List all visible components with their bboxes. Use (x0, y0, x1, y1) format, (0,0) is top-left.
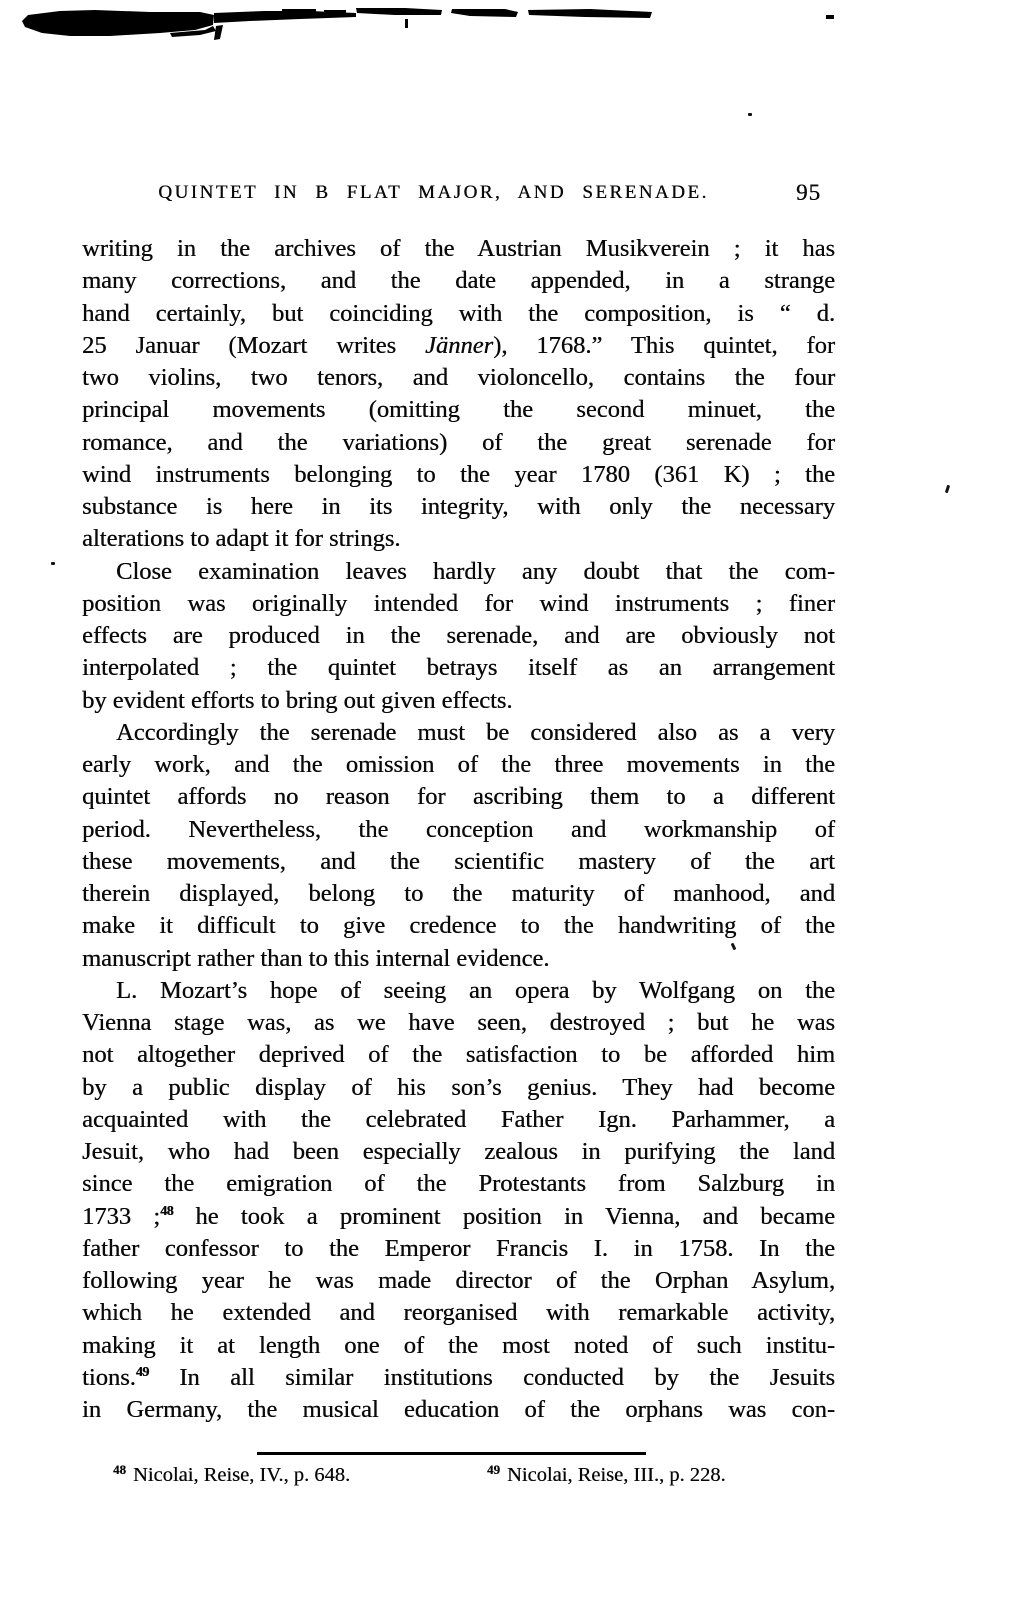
text-segment: father confessor to the Emperor Francis I. in 1758. In the (82, 1234, 835, 1262)
text-segment: Accordingly the serenade must be considered also as a very (116, 718, 835, 746)
footnotes (82, 1464, 835, 1498)
text-line (82, 1007, 835, 1039)
scan-speck (748, 113, 752, 116)
text-segment: not altogether deprived of the satisfaction to be afforded him (82, 1041, 835, 1069)
text-line (82, 652, 835, 684)
text-line (82, 1168, 835, 1200)
text-line (82, 846, 835, 878)
footnote-marker: 48 (113, 1462, 126, 1477)
text-line (82, 685, 835, 717)
text-line (82, 491, 835, 523)
text-line (82, 394, 835, 426)
text-line (82, 588, 835, 620)
text-line (82, 781, 835, 813)
text-line (82, 1201, 835, 1233)
text-segment: ), 1768.” This quintet, for (493, 331, 835, 359)
text-line (82, 1136, 835, 1168)
text-segment: interpolated ; the quintet betrays itself as an arrangement (82, 654, 835, 682)
text-line (82, 459, 835, 491)
text-segment: in Germany, the musical education of the orphans was con- (82, 1396, 835, 1423)
text-line (82, 1394, 835, 1426)
text-segment: position was originally intended for wind instruments ; finer (82, 589, 835, 617)
text-segment: L. Mozart’s hope of seeing an opera by Wolfgang on the (116, 976, 835, 1004)
text-segment: substance is here in its integrity, with only the necessary (82, 493, 835, 520)
footnote-49 (487, 1464, 726, 1487)
text-segment: two violins, two tenors, and violoncello, contains the four (82, 364, 835, 391)
text-line (82, 362, 835, 394)
footnote-rule (257, 1452, 646, 1455)
scan-smudge-artifact (0, 0, 1036, 80)
italic-text: Jänner (425, 331, 494, 359)
footnote-text: Nicolai, Reise, III., p. 228. (507, 1464, 726, 1486)
text-segment: effects are produced in the serenade, and are obviously not (82, 622, 835, 649)
text-segment: following year he was made director of the Orphan Asylum, (82, 1267, 835, 1294)
text-segment: Vienna stage was, as we have seen, destroyed ; but he was (82, 1009, 835, 1036)
text-line (82, 878, 835, 910)
text-segment: hand certainly, but coinciding with the composition, is “ d. (82, 299, 835, 327)
text-line (82, 1265, 835, 1297)
text-segment: 1733 ; (82, 1202, 161, 1230)
text-line (82, 298, 835, 330)
chapter-title: QUINTET IN B FLAT MAJOR, AND SERENADE. (158, 182, 709, 203)
text-line (82, 814, 835, 846)
footnote-reference: 48 (160, 1203, 174, 1219)
text-line (82, 975, 835, 1007)
text-line (82, 330, 835, 362)
footnote-marker: 49 (487, 1462, 500, 1477)
text-segment: make it difficult to give credence to the handwriting of the (82, 912, 835, 940)
text-segment: alterations to adapt it for strings. (82, 525, 401, 553)
text-line (82, 943, 835, 975)
text-line (82, 1233, 835, 1265)
text-segment: quintet affords no reason for ascribing them to a different (82, 783, 835, 811)
text-segment: he took a prominent position in Vienna, and became (173, 1202, 835, 1230)
text-segment: making it at length one of the most noted of such institu- (82, 1331, 835, 1359)
text-line (82, 556, 835, 588)
text-segment: Jesuit, who had been especially zealous in purifying the land (82, 1138, 835, 1165)
text-segment: manuscript rather than to this internal evidence. (82, 944, 550, 972)
text-segment: therein displayed, belong to the maturity of manhood, and (82, 880, 835, 907)
text-segment: writing in the archives of the Austrian Musikverein ; it has (82, 235, 835, 262)
text-line (82, 1039, 835, 1071)
text-segment: by evident efforts to bring out given effects. (82, 686, 513, 714)
text-segment: romance, and the variations) of the great serenade for (82, 428, 835, 456)
text-segment: In all similar institutions conducted by the Jesuits (148, 1363, 835, 1391)
text-line (82, 910, 835, 942)
text-segment: acquainted with the celebrated Father Ign. Parhammer, a (82, 1105, 835, 1133)
footnote-text: Nicolai, Reise, IV., p. 648. (133, 1464, 351, 1486)
text-segment: by a public display of his son’s genius. They had become (82, 1073, 835, 1101)
text-line (82, 1297, 835, 1329)
text-segment: these movements, and the scientific mastery of the art (82, 847, 835, 875)
text-segment: which he extended and reorganised with remarkable activity, (82, 1299, 835, 1327)
scan-speck (945, 485, 950, 494)
text-line (82, 749, 835, 781)
running-head (82, 182, 835, 210)
text-line (82, 265, 835, 297)
text-segment: tions. (82, 1363, 136, 1391)
text-segment: early work, and the omission of the three movements in the (82, 751, 835, 778)
text-line (82, 1330, 835, 1362)
text-line (82, 717, 835, 749)
text-line (82, 620, 835, 652)
scan-speck (51, 562, 55, 565)
text-line (82, 1104, 835, 1136)
text-segment: since the emigration of the Protestants from Salzburg in (82, 1170, 835, 1198)
text-segment: 25 Januar (Mozart writes (82, 331, 426, 359)
text-segment: principal movements (omitting the second minuet, the (82, 396, 835, 424)
text-segment: period. Nevertheless, the conception and workmanship of (82, 815, 835, 843)
text-segment: Close examination leaves hardly any doubt that the com- (116, 557, 835, 585)
text-line (82, 1362, 835, 1394)
text-segment: many corrections, and the date appended, in a strange (82, 267, 835, 295)
text-line (82, 1072, 835, 1104)
page-body (82, 233, 835, 1426)
page-number: 95 (796, 180, 821, 205)
text-segment: wind instruments belonging to the year 1780 (361 K) ; the (82, 460, 835, 488)
footnote-reference: 49 (135, 1364, 149, 1380)
text-line (82, 427, 835, 459)
text-line (82, 523, 835, 555)
footnote-48 (113, 1464, 350, 1487)
text-line (82, 233, 835, 265)
